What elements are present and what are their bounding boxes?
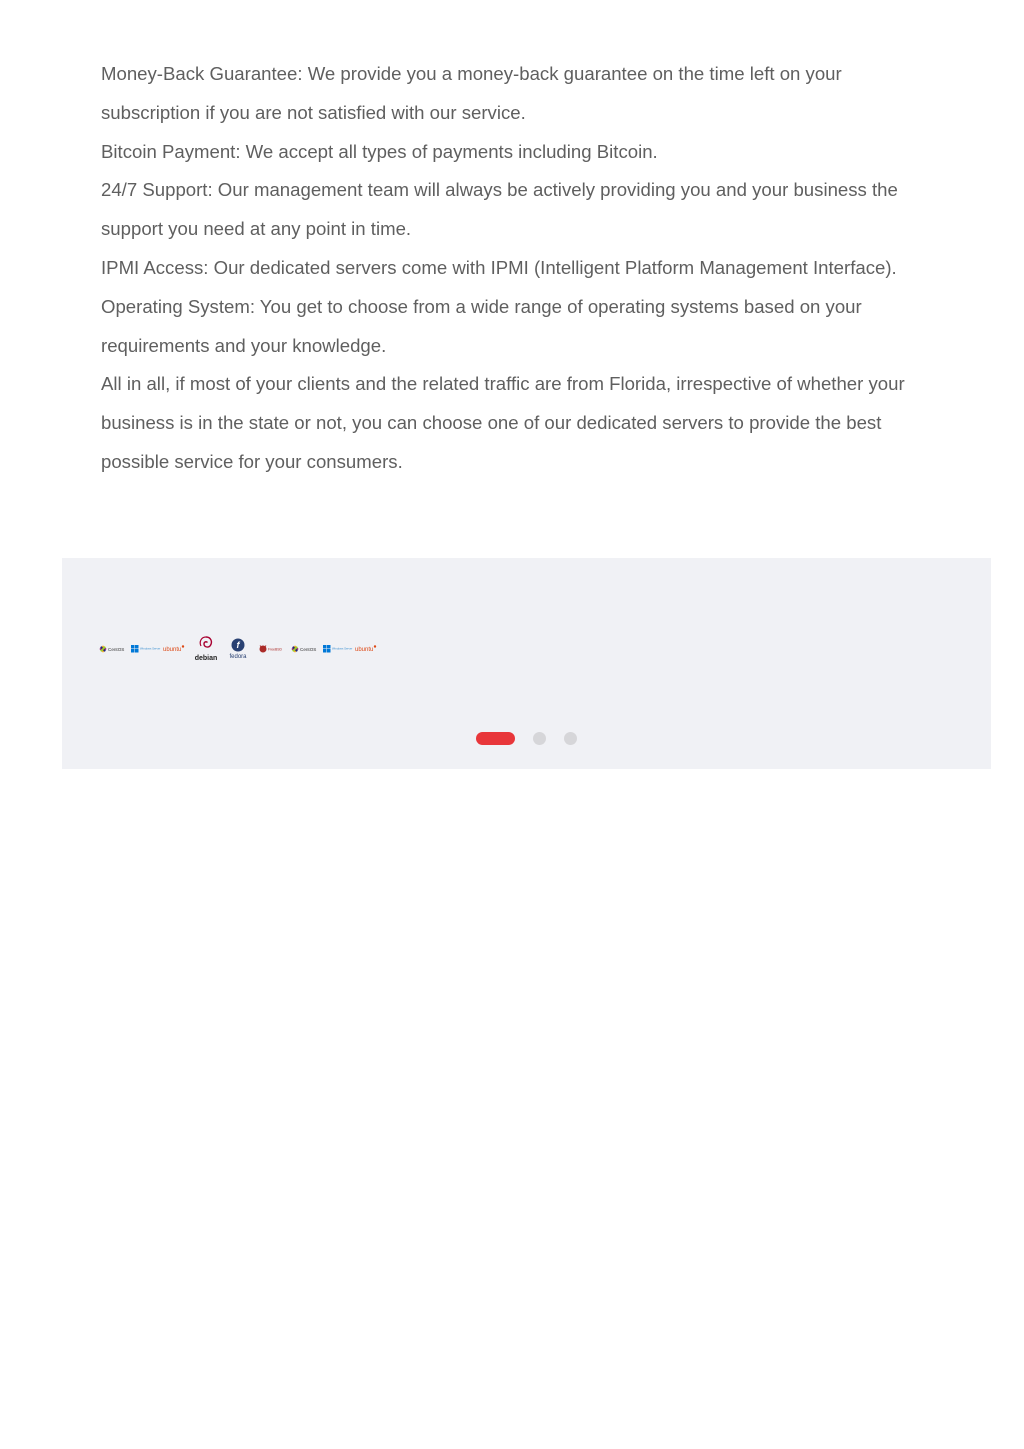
carousel-pagination — [476, 732, 595, 745]
fedora-logo-text: fedora — [229, 654, 247, 660]
paragraph-operating-system: Operating System: You get to choose from a wide range of operating systems based on your requirements and your knowledge. — [101, 295, 862, 356]
ubuntu-logo-text: ubuntu — [355, 647, 374, 653]
windows-server-logo-icon — [131, 632, 161, 666]
ubuntu-logo-text: ubuntu — [163, 647, 182, 653]
carousel-dot-3[interactable] — [564, 732, 577, 745]
fedora-logo-icon — [227, 632, 249, 666]
windows-server-logo-text: Windows Server — [332, 646, 353, 651]
centos-logo-text: CentOS — [300, 646, 317, 652]
paragraph-summary: All in all, if most of your clients and the related traffic are from Florida, irrespective of whether your business is in the state or not, you can choose one of our dedicated servers to provide the best possible service for your consumers. — [101, 373, 905, 472]
carousel-dot-2[interactable] — [533, 732, 546, 745]
ubuntu-logo-icon — [355, 632, 377, 666]
freebsd-logo-icon — [259, 632, 281, 666]
windows-server-logo-text: Windows Server — [140, 646, 161, 651]
carousel-dot-1[interactable] — [476, 732, 515, 745]
svg-text:f: f — [236, 640, 240, 650]
centos-logo-text: CentOS — [108, 646, 125, 652]
centos-logo-icon — [99, 632, 125, 666]
paragraph-ipmi: IPMI Access: Our dedicated servers come with IPMI (Intelligent Platform Management Interface). — [101, 256, 897, 278]
debian-logo-text: debian — [194, 655, 218, 662]
os-logo-carousel — [62, 558, 991, 769]
ubuntu-logo-icon — [163, 632, 185, 666]
article-content — [101, 55, 946, 482]
centos-logo-icon — [291, 632, 317, 666]
debian-logo-icon — [195, 632, 217, 666]
os-logo-track — [99, 632, 387, 666]
windows-server-logo-icon — [323, 632, 353, 666]
paragraph-bitcoin: Bitcoin Payment: We accept all types of payments including Bitcoin. — [101, 140, 658, 162]
freebsd-logo-text: FreeBSD — [268, 647, 282, 652]
paragraph-money-back: Money-Back Guarantee: We provide you a money-back guarantee on the time left on your subscription if you are not satisfied with our service. — [101, 63, 842, 123]
paragraph-support: 24/7 Support: Our management team will always be actively providing you and your business the support you need at any point in time. — [101, 179, 898, 240]
